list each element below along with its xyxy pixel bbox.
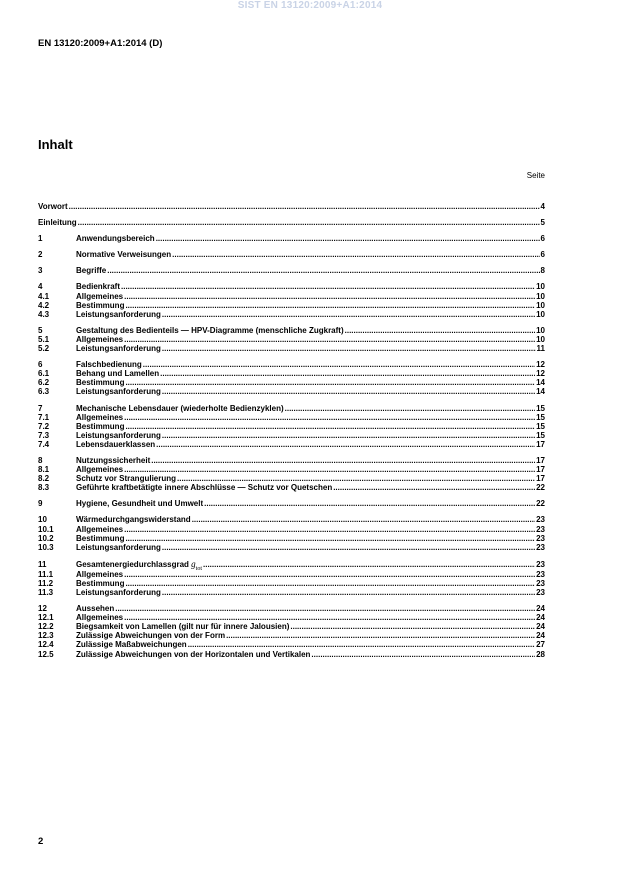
toc-page: 14 bbox=[536, 378, 545, 388]
toc-number: 10.1 bbox=[38, 524, 54, 534]
toc-label: Zulässige Abweichungen von der Horizontalen und Vertikalen bbox=[76, 649, 311, 659]
toc-label: Leistungsanforderung bbox=[76, 430, 161, 440]
toc-page: 6 bbox=[540, 234, 545, 244]
toc-entry[interactable] bbox=[38, 465, 545, 474]
toc-entry[interactable] bbox=[38, 588, 545, 597]
toc-number: 12 bbox=[38, 604, 47, 614]
toc-page: 23 bbox=[536, 569, 545, 579]
toc-number: 7.3 bbox=[38, 430, 50, 440]
toc-page: 10 bbox=[536, 334, 545, 344]
toc-page: 23 bbox=[536, 578, 545, 588]
toc-entry[interactable] bbox=[38, 234, 545, 243]
toc-number: 12.4 bbox=[38, 640, 54, 650]
toc-label: Bestimmung bbox=[76, 533, 125, 543]
toc-number: 4.2 bbox=[38, 300, 50, 310]
toc-page: 14 bbox=[536, 387, 545, 397]
toc-label: Zulässige Abweichungen von der Form bbox=[76, 631, 226, 641]
toc-number: 11 bbox=[38, 559, 47, 569]
toc-entry[interactable] bbox=[38, 360, 545, 369]
toc-page: 17 bbox=[536, 474, 545, 484]
symbol-g-tot: $g_{tot}$ bbox=[191, 558, 203, 572]
toc-entry[interactable] bbox=[38, 413, 545, 422]
toc-number: 2 bbox=[38, 250, 43, 260]
toc-entry[interactable] bbox=[38, 499, 545, 508]
toc-label: Anwendungsbereich bbox=[76, 234, 155, 244]
toc-label: Normative Verweisungen bbox=[76, 250, 172, 260]
toc-number: 10.2 bbox=[38, 533, 54, 543]
toc-number: 6.3 bbox=[38, 387, 50, 397]
toc-label: Bestimmung bbox=[76, 578, 125, 588]
toc-number: 7.4 bbox=[38, 439, 50, 449]
toc-page: 23 bbox=[536, 559, 545, 569]
page-column-label: Seite bbox=[526, 171, 545, 180]
toc-page: 27 bbox=[536, 640, 545, 650]
toc-number: 4.1 bbox=[38, 291, 50, 301]
toc-number: 10.3 bbox=[38, 542, 54, 552]
toc-number: 12.1 bbox=[38, 613, 54, 623]
toc-entry[interactable] bbox=[38, 440, 545, 449]
toc-entry[interactable] bbox=[38, 378, 545, 387]
toc-page: 15 bbox=[536, 421, 545, 431]
toc-page: 23 bbox=[536, 533, 545, 543]
toc-page: 24 bbox=[536, 622, 545, 632]
toc-label: Leistungsanforderung bbox=[76, 542, 161, 552]
toc-label-text: Gesamtenergiedurchlassgrad bbox=[76, 559, 189, 569]
toc-number: 5.1 bbox=[38, 334, 50, 344]
toc-label: Mechanische Lebensdauer (wiederholte Bedienzyklen) bbox=[76, 403, 284, 413]
toc-entry[interactable] bbox=[38, 650, 545, 659]
toc-page: 23 bbox=[536, 588, 545, 597]
toc-page: 12 bbox=[536, 369, 545, 379]
toc-number: 8.1 bbox=[38, 465, 50, 475]
toc-entry[interactable] bbox=[38, 613, 545, 622]
toc-number: 5.2 bbox=[38, 344, 50, 354]
toc-number: 11.3 bbox=[38, 588, 54, 597]
toc-number: 11.2 bbox=[38, 578, 54, 588]
toc-entry[interactable] bbox=[38, 282, 545, 291]
toc-label: Allgemeines bbox=[76, 291, 124, 301]
toc-page: 15 bbox=[536, 430, 545, 440]
toc-label: Einleitung bbox=[38, 218, 77, 228]
toc-entry[interactable] bbox=[38, 218, 545, 227]
toc-label: Begriffe bbox=[76, 266, 107, 276]
toc-label: Falschbedienung bbox=[76, 360, 142, 370]
document-id: EN 13120:2009+A1:2014 (D) bbox=[38, 38, 163, 49]
toc-entry[interactable] bbox=[38, 301, 545, 310]
toc-page: 23 bbox=[536, 524, 545, 534]
toc-number: 3 bbox=[38, 266, 43, 276]
toc-entry[interactable] bbox=[38, 292, 545, 301]
toc-number: 5 bbox=[38, 325, 43, 335]
toc-label: Hygiene, Gesundheit und Umwelt bbox=[76, 499, 204, 509]
toc-entry[interactable] bbox=[38, 326, 545, 335]
toc-label: Bestimmung bbox=[76, 378, 125, 388]
toc-page: 28 bbox=[536, 649, 545, 659]
toc-page: 6 bbox=[540, 250, 545, 260]
toc-number: 8.2 bbox=[38, 474, 50, 484]
toc-page: 10 bbox=[536, 300, 545, 310]
toc-label: Zulässige Maßabweichungen bbox=[76, 640, 187, 650]
toc-page: 12 bbox=[536, 360, 545, 370]
toc-entry[interactable] bbox=[38, 604, 545, 613]
toc-entry[interactable] bbox=[38, 570, 545, 579]
toc-label: Leistungsanforderung bbox=[76, 588, 161, 597]
toc-number: 6.2 bbox=[38, 378, 50, 388]
toc-number: 11.1 bbox=[38, 569, 54, 579]
toc-entry[interactable] bbox=[38, 579, 545, 588]
toc-page: 10 bbox=[536, 309, 545, 319]
toc-label: Geführte kraftbetätigte innere Abschlüsse — Schutz vor Quetschen bbox=[76, 483, 333, 493]
toc-page: 17 bbox=[536, 455, 545, 465]
toc-entry[interactable] bbox=[38, 344, 545, 353]
toc-label: Allgemeines bbox=[76, 569, 124, 579]
toc-label: Lebensdauerklassen bbox=[76, 439, 156, 449]
toc-label: Leistungsanforderung bbox=[76, 387, 161, 397]
toc-number: 10 bbox=[38, 515, 47, 525]
toc-label: Biegsamkeit von Lamellen (gilt nur für innere Jalousien) bbox=[76, 622, 290, 632]
toc-entry[interactable] bbox=[38, 250, 545, 259]
toc-page: 17 bbox=[536, 439, 545, 449]
toc-page: 15 bbox=[536, 403, 545, 413]
toc-entry[interactable] bbox=[38, 622, 545, 631]
toc-number: 6 bbox=[38, 360, 43, 370]
toc-page: 22 bbox=[536, 483, 545, 493]
toc-page: 8 bbox=[540, 266, 545, 276]
toc-number: 4 bbox=[38, 282, 43, 292]
toc-label: Aussehen bbox=[76, 604, 115, 614]
toc-page: 4 bbox=[540, 202, 545, 211]
toc-entry[interactable] bbox=[38, 474, 545, 483]
toc-entry[interactable] bbox=[38, 640, 545, 649]
toc-entry[interactable] bbox=[38, 266, 545, 275]
toc-page: 10 bbox=[536, 325, 545, 335]
toc-page: 11 bbox=[536, 344, 545, 354]
toc-number: 9 bbox=[38, 499, 43, 509]
toc-entry[interactable] bbox=[38, 631, 545, 640]
toc-entry[interactable] bbox=[38, 456, 545, 465]
toc-number: 8 bbox=[38, 455, 43, 465]
toc-entry[interactable] bbox=[38, 404, 545, 413]
page-title: Inhalt bbox=[38, 137, 73, 152]
toc-page: 24 bbox=[536, 631, 545, 641]
toc-label: Allgemeines bbox=[76, 613, 124, 623]
toc-label: Behang und Lamellen bbox=[76, 369, 160, 379]
toc-label: Allgemeines bbox=[76, 412, 124, 422]
toc-number: 8.3 bbox=[38, 483, 50, 493]
toc-entry[interactable] bbox=[38, 310, 545, 319]
toc-page: 23 bbox=[536, 542, 545, 552]
toc-label: Nutzungssicherheit bbox=[76, 455, 151, 465]
toc-number: 7.2 bbox=[38, 421, 50, 431]
watermark: SIST EN 13120:2009+A1:2014 bbox=[237, 0, 383, 11]
toc-entry[interactable] bbox=[38, 422, 545, 431]
toc-number: 1 bbox=[38, 234, 43, 244]
toc-label: Wärmedurchgangswiderstand bbox=[76, 515, 191, 525]
toc-page: 22 bbox=[536, 499, 545, 509]
toc-label: Leistungsanforderung bbox=[76, 344, 161, 354]
toc-number: 7 bbox=[38, 403, 43, 413]
toc-label: Vorwort bbox=[38, 202, 68, 211]
table-of-contents bbox=[38, 202, 545, 659]
toc-page: 10 bbox=[536, 282, 545, 292]
toc-entry[interactable] bbox=[38, 515, 545, 524]
toc-number: 6.1 bbox=[38, 369, 50, 379]
toc-entry[interactable] bbox=[38, 543, 545, 552]
toc-entry[interactable] bbox=[38, 387, 545, 396]
toc-entry[interactable] bbox=[38, 431, 545, 440]
toc-page: 5 bbox=[540, 218, 545, 228]
toc-entry[interactable] bbox=[38, 483, 545, 492]
page-number: 2 bbox=[38, 836, 44, 847]
toc-label: Leistungsanforderung bbox=[76, 309, 161, 319]
toc-page: 24 bbox=[536, 604, 545, 614]
toc-number: 12.5 bbox=[38, 649, 54, 659]
toc-label: Schutz vor Strangulierung bbox=[76, 474, 177, 484]
toc-entry[interactable] bbox=[38, 525, 545, 534]
toc-number: 7.1 bbox=[38, 412, 50, 422]
toc-label: Allgemeines bbox=[76, 465, 124, 475]
toc-entry[interactable] bbox=[38, 369, 545, 378]
toc-entry[interactable] bbox=[38, 335, 545, 344]
toc-label: Gestaltung des Bedienteils — HPV-Diagramme (menschliche Zugkraft) bbox=[76, 325, 344, 335]
toc-number: 12.2 bbox=[38, 622, 54, 632]
toc-page: 10 bbox=[536, 291, 545, 301]
toc-page: 23 bbox=[536, 515, 545, 525]
toc-page: 15 bbox=[536, 412, 545, 422]
toc-number: 12.3 bbox=[38, 631, 54, 641]
toc-label: Bestimmung bbox=[76, 300, 125, 310]
toc-entry[interactable] bbox=[38, 534, 545, 543]
toc-label: Bestimmung bbox=[76, 421, 125, 431]
toc-page: 24 bbox=[536, 613, 545, 623]
toc-label: Bedienkraft bbox=[76, 282, 121, 292]
toc-number: 4.3 bbox=[38, 309, 50, 319]
toc-label: Allgemeines bbox=[76, 524, 124, 534]
toc-entry[interactable] bbox=[38, 202, 545, 211]
toc-page: 17 bbox=[536, 465, 545, 475]
toc-entry[interactable] bbox=[38, 559, 545, 570]
toc-label: Allgemeines bbox=[76, 334, 124, 344]
